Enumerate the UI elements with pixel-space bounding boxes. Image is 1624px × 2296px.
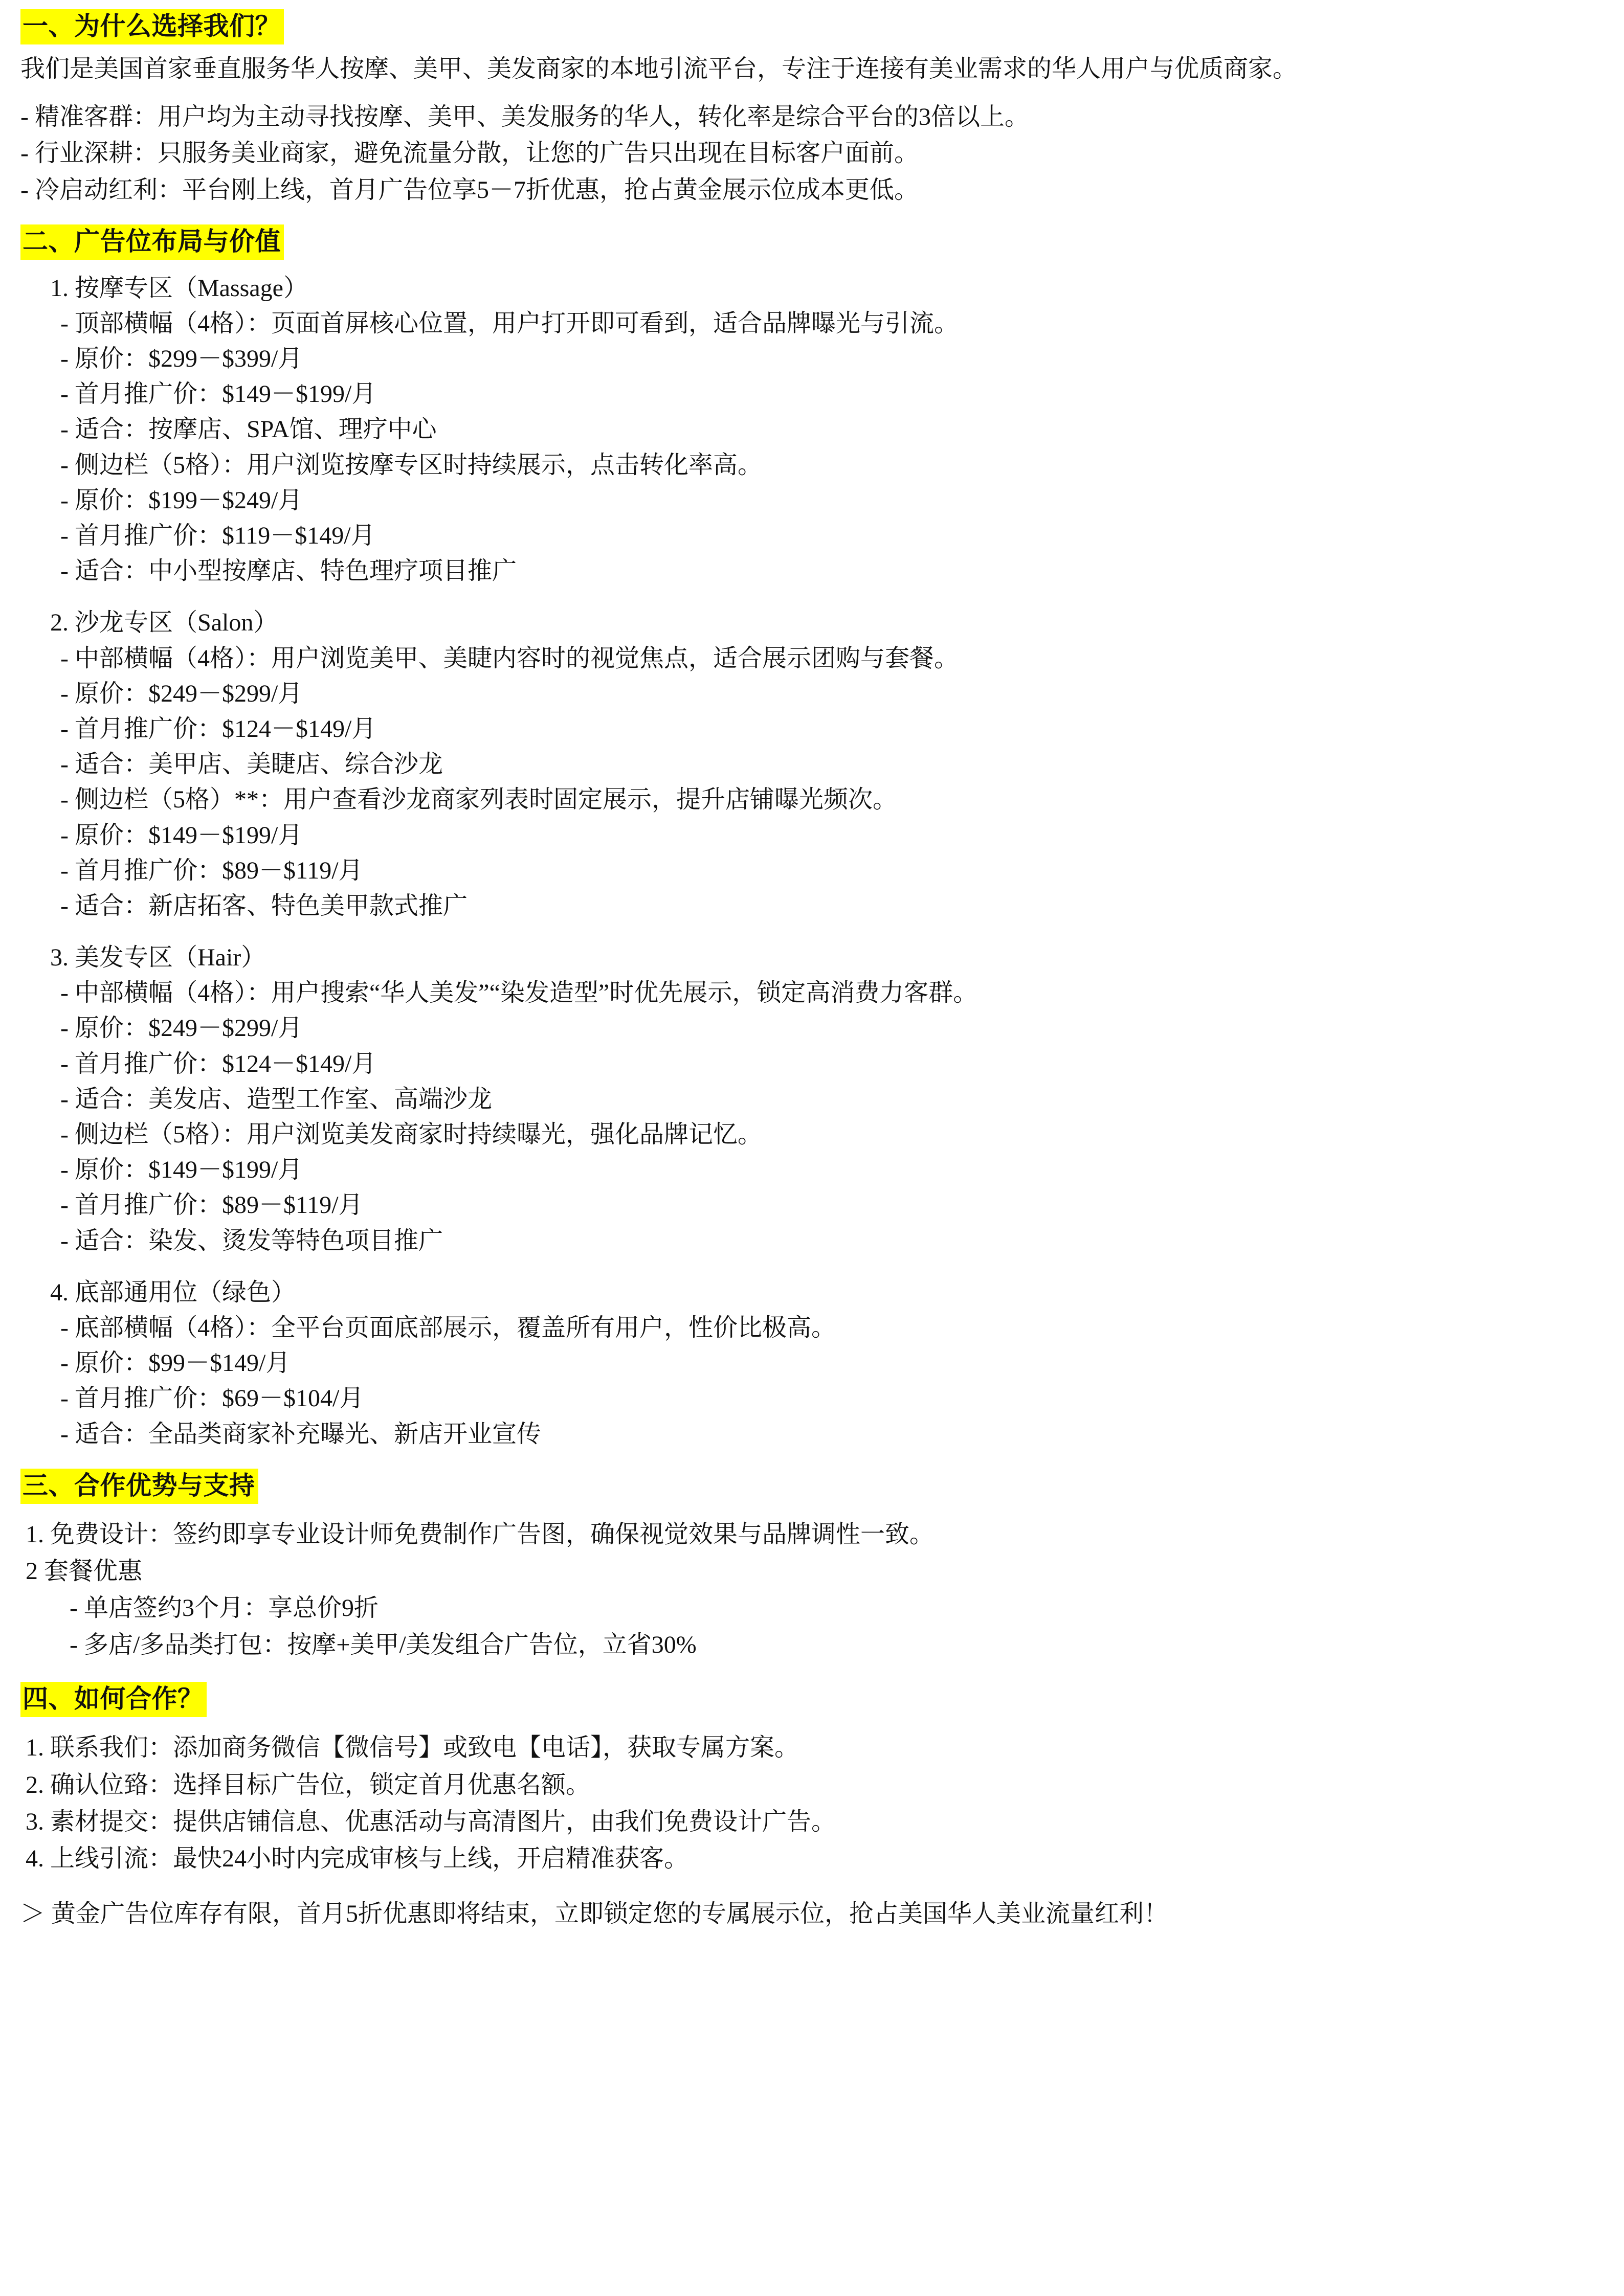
list-item	[20, 1275, 1593, 1451]
section-4-list	[20, 1730, 1593, 1876]
list-item-detail: - 首月推广价：$119－$149/月	[60, 522, 375, 550]
ordered-item: 4. 上线引流：最快24小时内完成审核与上线，开启精准获客。	[26, 1844, 689, 1872]
list-item-detail: - 原价：$149－$199/月	[60, 821, 303, 849]
list-item-detail: - 适合：染发、烫发等特色项目推广	[60, 1227, 443, 1254]
section-heading-4-wrapper	[20, 1682, 1593, 1717]
list-item-detail: - 适合：美甲店、美睫店、综合沙龙	[60, 751, 443, 778]
ordered-item: 1. 联系我们：添加商务微信【微信号】或致电【电话】，获取专属方案。	[26, 1734, 799, 1762]
list-item-detail: - 首月推广价：$69－$104/月	[60, 1385, 364, 1412]
ordered-subitem: - 多店/多品类打包：按摩+美甲/美发组合广告位，立省30%	[70, 1631, 697, 1659]
section-heading-2-wrapper	[20, 224, 1593, 260]
section-heading-2: 二、广告位布局与价值	[20, 224, 284, 260]
section-heading-1-wrapper	[20, 9, 1593, 44]
section-heading-1: 一、为什么选择我们？	[20, 9, 284, 44]
list-item	[20, 271, 1593, 589]
closing-callout: ＞ 黄金广告位库存有限，首月5折优惠即将结束，立即锁定您的专属展示位，抢占美国华人美业流量红利！	[20, 1900, 1169, 1927]
section-heading-3: 三、合作优势与支持	[20, 1469, 258, 1504]
bullet-item: - 冷启动红利：平台刚上线，首月广告位享5－7折优惠，抢占黄金展示位成本更低。	[20, 176, 919, 204]
list-item-title: 1. 按摩专区（Massage）	[50, 274, 308, 302]
list-item-detail: - 原价：$149－$199/月	[60, 1156, 303, 1184]
list-item-detail: - 适合：按摩店、SPA馆、理疗中心	[60, 416, 437, 443]
list-item	[20, 605, 1593, 923]
ordered-item: 3. 素材提交：提供店铺信息、优惠活动与高清图片，由我们免费设计广告。	[26, 1808, 836, 1835]
bullet-item: - 行业深耕：只服务美业商家，避免流量分散，让您的广告只出现在目标客户面前。	[20, 140, 919, 167]
section-heading-3-wrapper	[20, 1469, 1593, 1504]
list-item-detail: - 适合：美发店、造型工作室、高端沙龙	[60, 1085, 492, 1113]
list-item-detail: - 中部横幅（4格）：用户搜索“华人美发”“染发造型”时优先展示，锁定高消费力客群。	[60, 979, 978, 1007]
list-item-detail: - 适合：全品类商家补充曝光、新店开业宣传	[60, 1420, 541, 1448]
section-1-bullets	[20, 100, 1593, 207]
list-item-detail: - 原价：$99－$149/月	[60, 1349, 291, 1377]
list-item-detail: - 侧边栏（5格）：用户浏览按摩专区时持续展示，点击转化率高。	[60, 451, 762, 479]
list-item-detail: - 首月推广价：$124－$149/月	[60, 715, 376, 742]
list-item-detail: - 原价：$249－$299/月	[60, 1015, 303, 1042]
list-item-title: 4. 底部通用位（绿色）	[50, 1278, 296, 1306]
list-item-detail: - 顶部横幅（4格）：页面首屏核心位置，用户打开即可看到，适合品牌曝光与引流。	[60, 309, 959, 337]
section-3-list	[20, 1517, 1593, 1663]
ad-placement-list	[20, 271, 1593, 1451]
list-item-detail: - 原价：$199－$249/月	[60, 486, 303, 514]
ordered-item: 2. 确认位臵：选择目标广告位，锁定首月优惠名额。	[26, 1771, 591, 1798]
list-item-detail: - 适合：新店拓客、特色美甲款式推广	[60, 892, 468, 919]
list-item	[20, 940, 1593, 1258]
list-item-detail: - 侧边栏（5格）**：用户查看沙龙商家列表时固定展示，提升店铺曝光频次。	[60, 786, 897, 814]
section-heading-4: 四、如何合作？	[20, 1682, 207, 1717]
section-1-intro: 我们是美国首家垂直服务华人按摩、美甲、美发商家的本地引流平台，专注于连接有美业需求的华人用户与优质商家。	[20, 55, 1298, 82]
bullet-item: - 精准客群：用户均为主动寻找按摩、美甲、美发服务的华人，转化率是综合平台的3倍以上。	[20, 103, 1029, 131]
list-item-detail: - 中部横幅（4格）：用户浏览美甲、美睫内容时的视觉焦点，适合展示团购与套餐。	[60, 644, 959, 672]
list-item-title: 2. 沙龙专区（Salon）	[50, 609, 278, 637]
ordered-subitem: - 单店签约3个月：享总价9折	[70, 1594, 379, 1622]
list-item-detail: - 首月推广价：$89－$119/月	[60, 857, 363, 884]
list-item-detail: - 首月推广价：$149－$199/月	[60, 380, 376, 408]
list-item-detail: - 首月推广价：$89－$119/月	[60, 1191, 363, 1219]
list-item-detail: - 适合：中小型按摩店、特色理疗项目推广	[60, 557, 517, 585]
list-item-detail: - 原价：$299－$399/月	[60, 345, 303, 373]
list-item-detail: - 底部横幅（4格）：全平台页面底部展示，覆盖所有用户，性价比极高。	[60, 1314, 836, 1341]
spacer	[20, 1664, 1593, 1682]
list-item-title: 3. 美发专区（Hair）	[50, 944, 266, 972]
list-item-detail: - 首月推广价：$124－$149/月	[60, 1050, 376, 1077]
list-item-detail: - 原价：$249－$299/月	[60, 680, 303, 707]
ordered-item: 1. 免费设计：签约即享专业设计师免费制作广告图，确保视觉效果与品牌调性一致。	[26, 1520, 935, 1548]
ordered-item: 2 套餐优惠	[26, 1557, 143, 1585]
list-item-detail: - 侧边栏（5格）：用户浏览美发商家时持续曝光，强化品牌记忆。	[60, 1121, 762, 1149]
